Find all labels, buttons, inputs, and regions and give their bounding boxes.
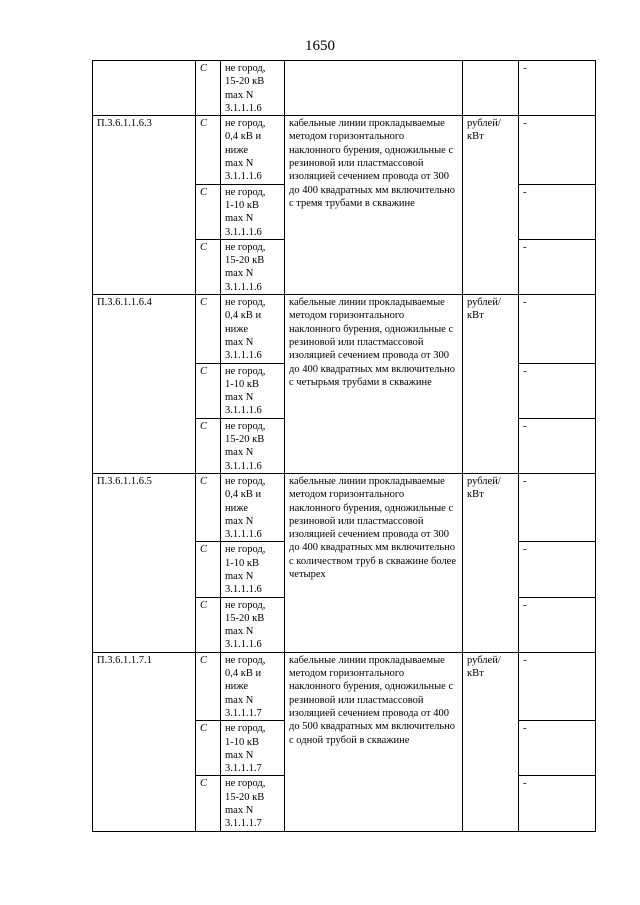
letter-cell: С (196, 597, 221, 652)
unit-cell: рублей/ кВт (463, 652, 519, 831)
letter-cell: С (196, 363, 221, 418)
letter-cell: С (196, 61, 221, 116)
code-cell: П.3.6.1.1.6.5 (93, 473, 196, 652)
description-cell: кабельные линии прокладываемые методом горизонтального наклонного бурения, одножильные с резиновой или пластмассовой изоляцией сечением провода от 300 до 400 квадратных мм включительно с количеством труб в скважине более четырех (285, 473, 463, 652)
letter-cell: С (196, 776, 221, 831)
letter-cell: С (196, 652, 221, 720)
unit-cell: рублей/ кВт (463, 116, 519, 295)
letter-cell: С (196, 542, 221, 597)
condition-cell: не город, 1-10 кВ max N 3.1.1.1.6 (221, 363, 285, 418)
table-row (93, 295, 596, 363)
condition-cell: не город, 0,4 кВ и ниже max N 3.1.1.1.6 (221, 473, 285, 541)
code-cell: П.3.6.1.1.7.1 (93, 652, 196, 831)
condition-cell: не город, 1-10 кВ max N 3.1.1.1.6 (221, 184, 285, 239)
condition-cell: не город, 1-10 кВ max N 3.1.1.1.6 (221, 542, 285, 597)
letter-cell: С (196, 116, 221, 184)
condition-cell: не город, 15-20 кВ max N 3.1.1.1.7 (221, 776, 285, 831)
value-cell: - (519, 597, 596, 652)
table-row (93, 473, 596, 541)
letter-cell: С (196, 721, 221, 776)
value-cell: - (519, 721, 596, 776)
letter-cell: С (196, 239, 221, 294)
condition-cell: не город, 15-20 кВ max N 3.1.1.1.6 (221, 239, 285, 294)
description-cell: кабельные линии прокладываемые методом горизонтального наклонного бурения, одножильные с резиновой или пластмассовой изоляцией сечением провода от 300 до 400 квадратных мм включительно с четырьмя трубами в скважине (285, 295, 463, 474)
table-row (93, 652, 596, 720)
value-cell: - (519, 116, 596, 184)
condition-cell: не город, 0,4 кВ и ниже max N 3.1.1.1.6 (221, 116, 285, 184)
value-cell: - (519, 239, 596, 294)
condition-cell: не город, 15-20 кВ max N 3.1.1.1.6 (221, 418, 285, 473)
condition-cell: не город, 15-20 кВ max N 3.1.1.1.6 (221, 597, 285, 652)
value-cell: - (519, 295, 596, 363)
code-cell: П.3.6.1.1.6.3 (93, 116, 196, 295)
value-cell: - (519, 61, 596, 116)
unit-cell: рублей/ кВт (463, 473, 519, 652)
letter-cell: С (196, 184, 221, 239)
letter-cell: С (196, 473, 221, 541)
value-cell: - (519, 184, 596, 239)
value-cell: - (519, 652, 596, 720)
value-cell: - (519, 776, 596, 831)
condition-cell: не город, 15-20 кВ max N 3.1.1.1.6 (221, 61, 285, 116)
value-cell: - (519, 473, 596, 541)
unit-cell: рублей/ кВт (463, 295, 519, 474)
condition-cell: не город, 1-10 кВ max N 3.1.1.1.7 (221, 721, 285, 776)
description-cell (285, 61, 463, 116)
table-row (93, 116, 596, 184)
value-cell: - (519, 542, 596, 597)
letter-cell: С (196, 418, 221, 473)
table-row (93, 61, 596, 116)
value-cell: - (519, 418, 596, 473)
page-number: 1650 (305, 38, 335, 54)
tariff-table (92, 60, 596, 832)
description-cell: кабельные линии прокладываемые методом горизонтального наклонного бурения, одножильные с резиновой или пластмассовой изоляцией сечением провода от 400 до 500 квадратных мм включительно с одной трубой в скважине (285, 652, 463, 831)
condition-cell: не город, 0,4 кВ и ниже max N 3.1.1.1.7 (221, 652, 285, 720)
letter-cell: С (196, 295, 221, 363)
condition-cell: не город, 0,4 кВ и ниже max N 3.1.1.1.6 (221, 295, 285, 363)
code-cell (93, 61, 196, 116)
value-cell: - (519, 363, 596, 418)
unit-cell (463, 61, 519, 116)
code-cell: П.3.6.1.1.6.4 (93, 295, 196, 474)
description-cell: кабельные линии прокладываемые методом горизонтального наклонного бурения, одножильные с резиновой или пластмассовой изоляцией сечением провода от 300 до 400 квадратных мм включительно с тремя трубами в скважине (285, 116, 463, 295)
